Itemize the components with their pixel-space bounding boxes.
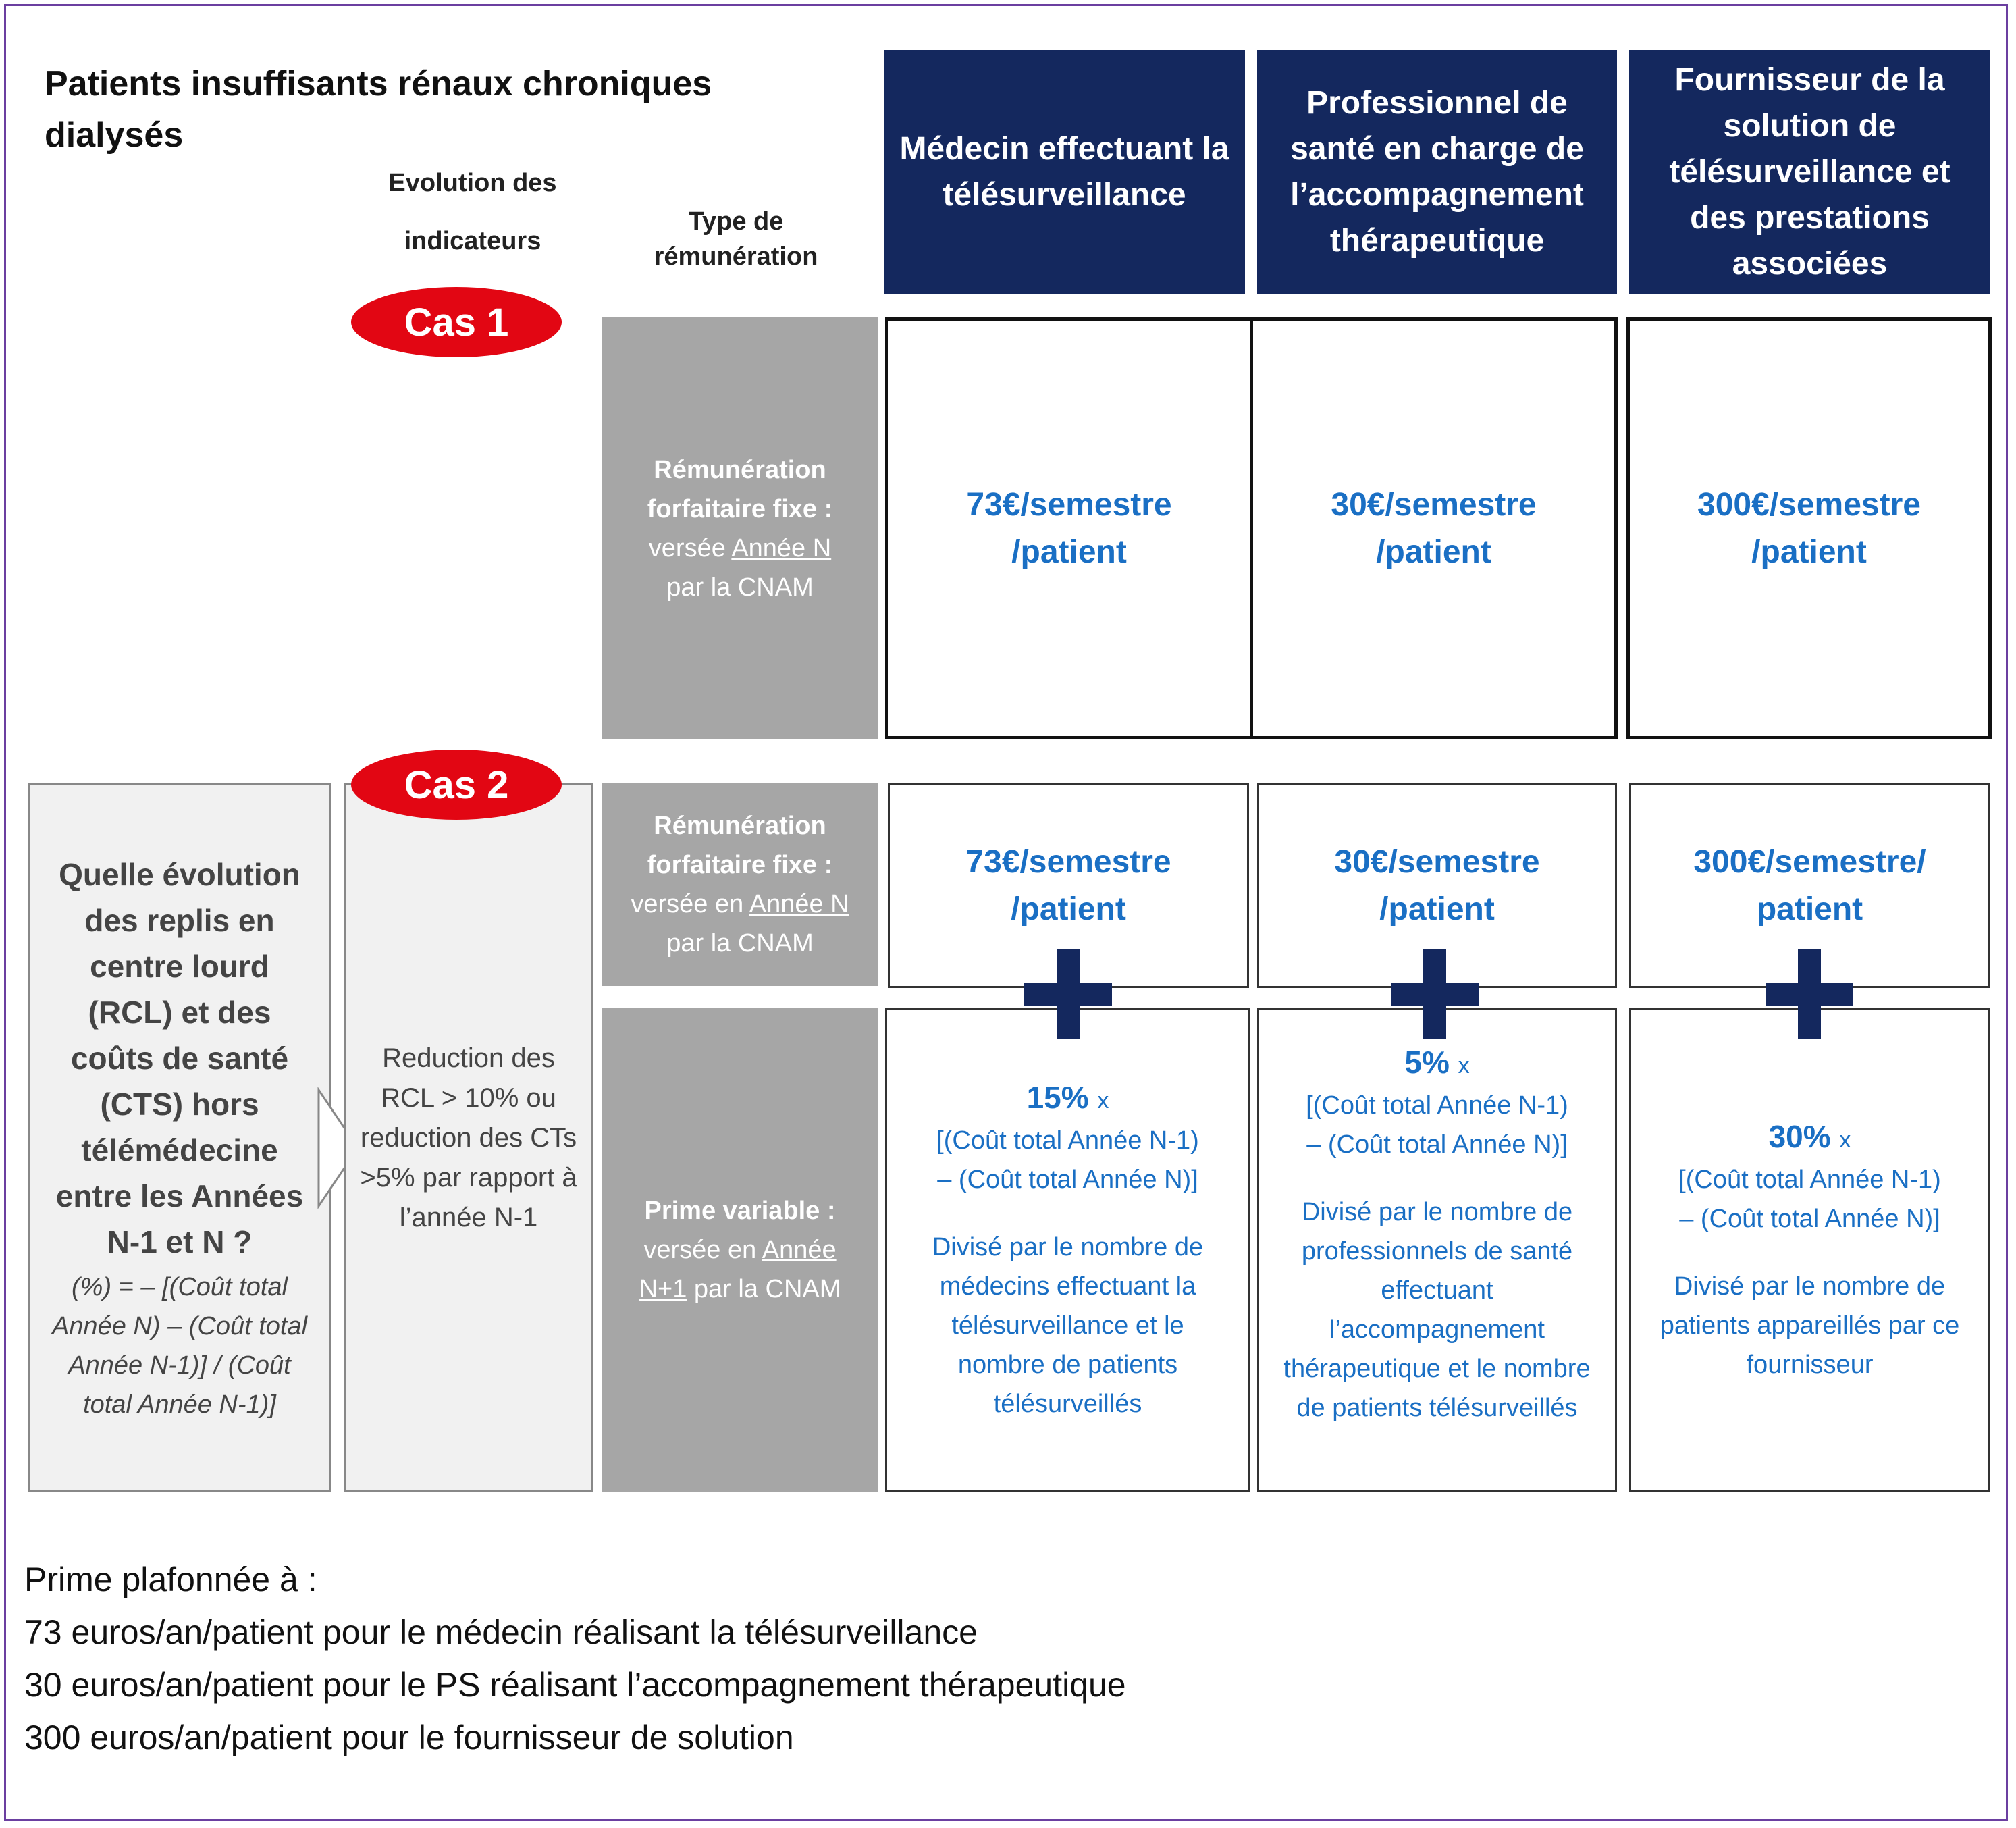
amount-line: /patient xyxy=(1376,533,1491,570)
divisor-text: Divisé par le nombre de patients appareillés par ce fournisseur xyxy=(1660,1272,1960,1379)
cas2-variable-type-box xyxy=(602,1008,878,1492)
divisor-text: Divisé par le nombre de professionnels de santé effectuant l’accompagnement thérapeutique et le nombre de patients télésurveillés xyxy=(1283,1198,1591,1422)
amount-line: 300€/semestre xyxy=(1697,486,1921,523)
cas2-fixed-type-text: versée en xyxy=(631,890,749,918)
cas1-type-line: forfaitaire fixe : xyxy=(647,494,833,523)
amount-line: 73€/semestre xyxy=(966,486,1172,523)
cas1-badge: Cas 1 xyxy=(351,287,562,357)
pct-value: 30% xyxy=(1768,1118,1831,1154)
cas2-fixed-type-underlined: Année N xyxy=(749,890,849,918)
plus-icon xyxy=(1766,949,1853,1039)
cas2-variable-type-line xyxy=(613,1230,867,1270)
multiply-sign: x xyxy=(1458,1053,1470,1078)
amount-line: 300€/semestre/ xyxy=(1693,843,1926,880)
divisor-text: Divisé par le nombre de médecins effectuant la télésurveillance et le nombre de patients télésurveillés xyxy=(932,1232,1204,1418)
formula-line: – (Coût total Année N)] xyxy=(1679,1204,1940,1233)
cas2-variable-professionnel xyxy=(1257,1008,1617,1492)
page-title: Patients insuffisants rénaux chroniques dialysés xyxy=(45,64,712,155)
cas2-variable-medecin xyxy=(885,1008,1250,1492)
formula-line: – (Coût total Année N)] xyxy=(1306,1130,1568,1159)
header-professionnel: Professionnel de santé en charge de l’accompagnement thérapeutique xyxy=(1257,50,1617,294)
footer-line: Prime plafonnée à : xyxy=(24,1561,317,1598)
formula-line: [(Coût total Année N-1) xyxy=(1678,1165,1941,1194)
pct-value: 5% xyxy=(1404,1045,1450,1080)
amount-line: 30€/semestre xyxy=(1331,486,1537,523)
cas1-type-box xyxy=(602,317,878,739)
cas1-amount-medecin xyxy=(885,317,1253,739)
evolution-label-line: indicateurs xyxy=(404,227,541,255)
formula-line: [(Coût total Année N-1) xyxy=(936,1126,1199,1155)
cas2-badge: Cas 2 xyxy=(351,750,562,820)
evolution-label xyxy=(351,154,594,270)
type-label xyxy=(608,204,864,274)
cas1-amount-professionnel xyxy=(1250,317,1618,739)
multiply-sign: x xyxy=(1839,1126,1851,1153)
cas2-question-box xyxy=(28,783,331,1492)
amount-line: /patient xyxy=(1011,533,1127,570)
type-label-line: rémunération xyxy=(654,242,818,271)
cas2-question-formula: (%) = – [(Coût total Année N) – (Coût total Année N-1)] / (Coût total Année N-1)] xyxy=(51,1273,308,1419)
cas2-variable-type-underlined: N+1 xyxy=(639,1275,687,1303)
cas2-fixed-type-line: forfaitaire fixe : xyxy=(647,851,833,879)
footer-line: 30 euros/an/patient pour le PS réalisant l’accompagnement thérapeutique xyxy=(24,1666,1126,1704)
cas1-amount-fournisseur xyxy=(1626,317,1992,739)
cas1-type-line xyxy=(613,529,867,568)
amount-line: /patient xyxy=(1751,533,1867,570)
amount-line: 30€/semestre xyxy=(1334,843,1540,880)
cas2-variable-type-line: Prime variable : xyxy=(644,1197,836,1225)
formula-line: [(Coût total Année N-1) xyxy=(1306,1091,1568,1120)
pct-line xyxy=(1404,1042,1469,1086)
cas2-variable-type-text: par la CNAM xyxy=(687,1275,841,1303)
formula-line: – (Coût total Année N)] xyxy=(937,1165,1198,1194)
cas1-type-line: par la CNAM xyxy=(666,573,814,602)
cas2-evolution-box xyxy=(344,783,593,1492)
evolution-label-line: Evolution des xyxy=(388,169,557,197)
cas1-type-underlined: Année N xyxy=(731,533,832,563)
cas2-fixed-type-line xyxy=(613,885,867,924)
plus-icon xyxy=(1024,949,1112,1039)
header-medecin: Médecin effectuant la télésurveillance xyxy=(884,50,1245,294)
cas2-variable-fournisseur xyxy=(1629,1008,1990,1492)
multiply-sign: x xyxy=(1097,1087,1109,1114)
pct-line xyxy=(1769,1116,1851,1160)
cas2-question-text: Quelle évolution des replis en centre lourd (RCL) et des coûts de santé (CTS) hors télémédecine entre les Années N-1 et N ? xyxy=(55,857,304,1259)
cas2-fixed-type-line: Rémunération xyxy=(654,812,826,840)
pct-line xyxy=(1027,1077,1109,1121)
header-fournisseur: Fournisseur de la solution de télésurveillance et des prestations associées xyxy=(1629,50,1990,294)
cas2-fixed-type-line: par la CNAM xyxy=(666,929,814,958)
amount-line: /patient xyxy=(1011,891,1126,927)
amount-line: 73€/semestre xyxy=(965,843,1171,880)
footer-notes xyxy=(24,1553,1126,1764)
cas1-type-text: versée xyxy=(648,533,732,563)
amount-line: patient xyxy=(1756,891,1863,927)
type-label-line: Type de xyxy=(688,207,784,236)
footer-line: 300 euros/an/patient pour le fournisseur de solution xyxy=(24,1719,794,1756)
footer-line: 73 euros/an/patient pour le médecin réalisant la télésurveillance xyxy=(24,1613,978,1651)
cas2-variable-type-underlined: Année xyxy=(762,1236,837,1264)
cas2-variable-type-text: versée en xyxy=(643,1236,762,1264)
cas2-variable-type-line xyxy=(613,1270,867,1309)
pct-value: 15% xyxy=(1026,1079,1089,1115)
amount-line: /patient xyxy=(1379,891,1495,927)
cas2-evolution-text: Reduction des RCL > 10% ou reduction des CTs >5% par rapport à l’année N-1 xyxy=(360,1043,577,1232)
cas2-fixed-type-box xyxy=(602,783,878,986)
cas1-type-line: Rémunération xyxy=(654,455,826,484)
plus-icon xyxy=(1391,949,1479,1039)
